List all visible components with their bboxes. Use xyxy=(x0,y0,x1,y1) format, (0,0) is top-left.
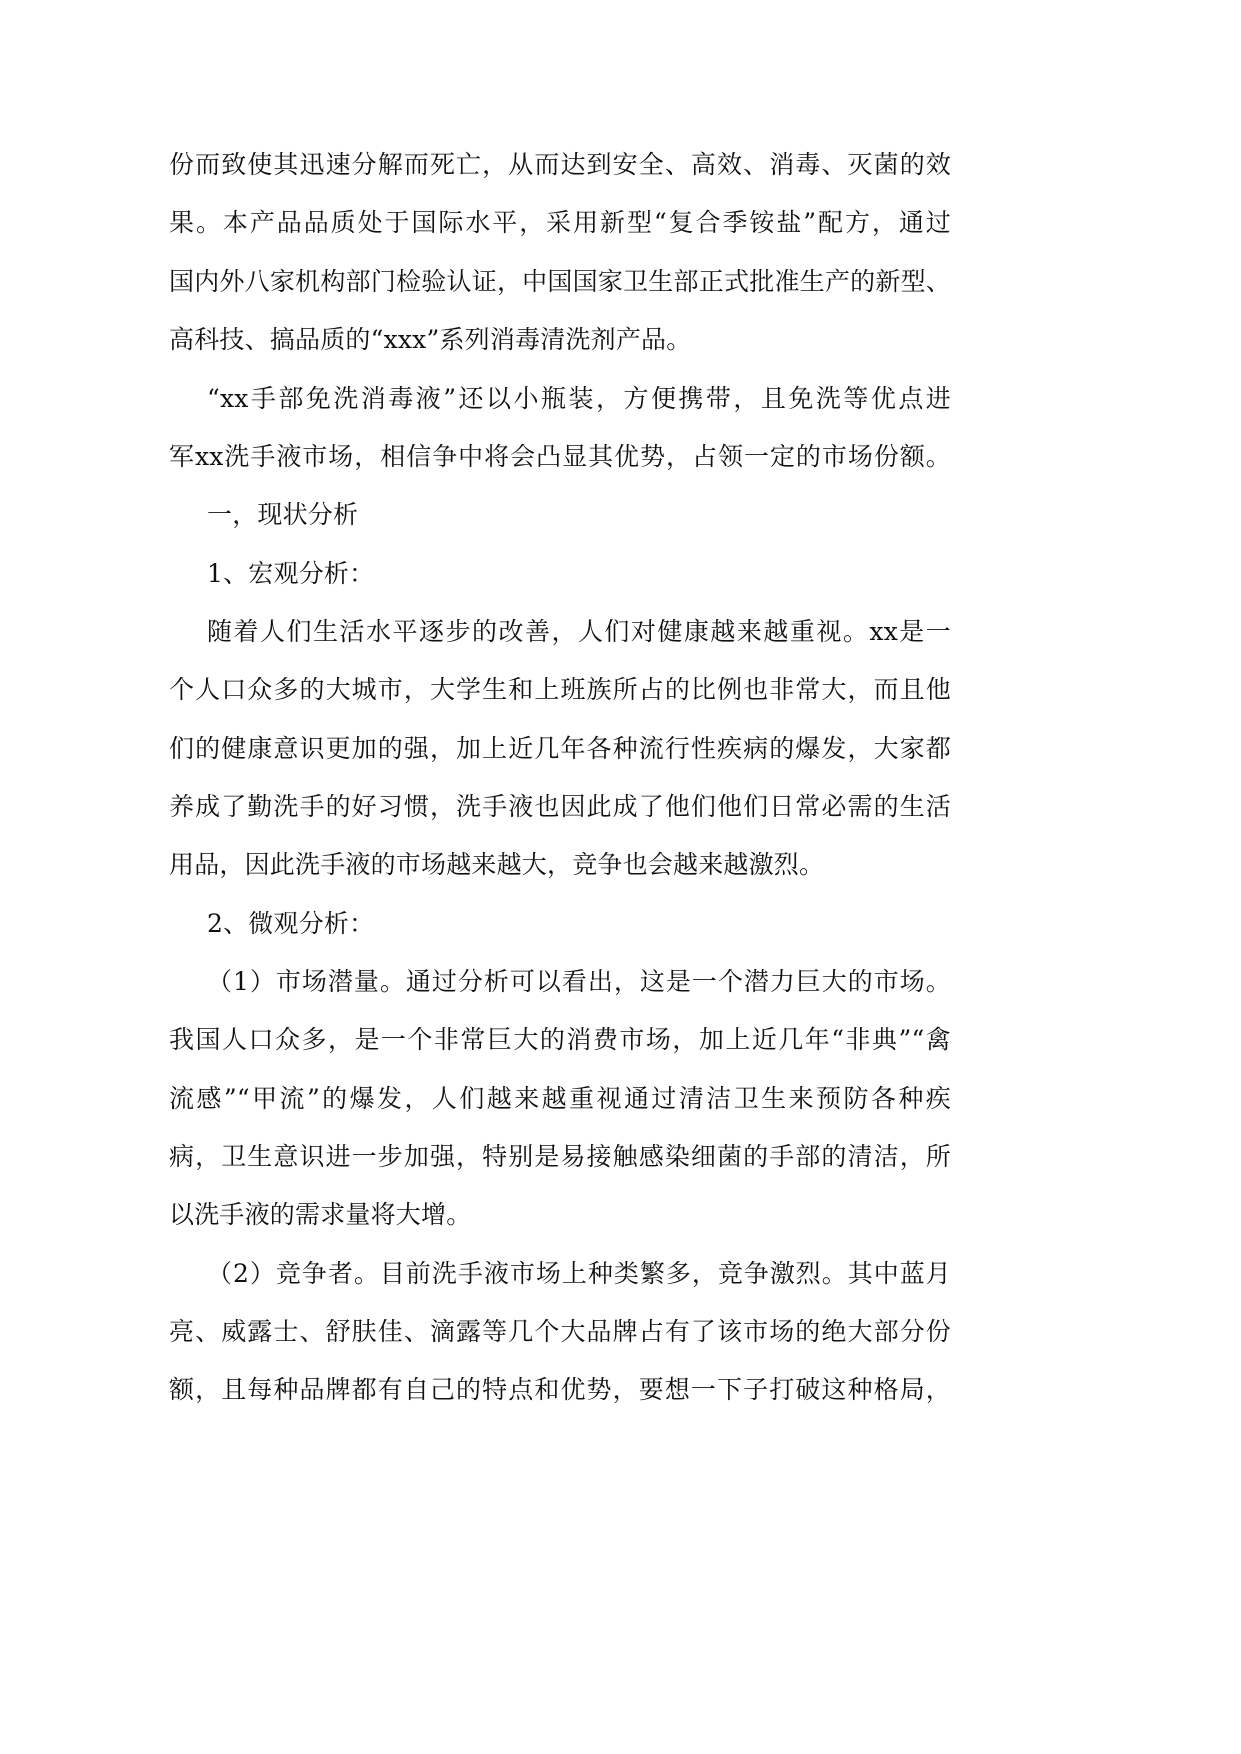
text-line-21: 亮、威露士、舒肤佳、滴露等几个大品牌占有了该市场的绝大部分份 xyxy=(169,1317,951,1346)
text-line-11: 们的健康意识更加的强，加上近几年各种流行性疾病的爆发，大家都 xyxy=(169,734,951,763)
text-line-16: 我国人口众多，是一个非常巨大的消费市场，加上近几年“非典”“禽 xyxy=(169,1025,951,1054)
text-line-5: “xx手部免洗消毒液”还以小瓶装，方便携带，且免洗等优点进 xyxy=(207,384,951,413)
text-line-17: 流感”“甲流”的爆发，人们越来越重视通过清洁卫生来预防各种疾 xyxy=(169,1084,951,1113)
text-line-4: 高科技、搞品质的“xxx”系列消毒清洗剂产品。 xyxy=(169,325,692,354)
subsection-heading-2: 2、微观分析： xyxy=(207,909,375,938)
text-line-20: （2）竞争者。目前洗手液市场上种类繁多，竞争激烈。其中蓝月 xyxy=(207,1259,951,1288)
text-line-9: 随着人们生活水平逐步的改善，人们对健康越来越重视。xx是一 xyxy=(207,617,951,646)
text-line-18: 病，卫生意识进一步加强，特别是易接触感染细菌的手部的清洁，所 xyxy=(169,1142,951,1171)
subsection-heading-1: 1、宏观分析： xyxy=(207,559,375,588)
text-line-3: 国内外八家机构部门检验认证，中国国家卫生部正式批准生产的新型、 xyxy=(169,267,951,296)
text-line-1: 份而致使其迅速分解而死亡，从而达到安全、高效、消毒、灭菌的效 xyxy=(169,150,951,179)
text-line-10: 个人口众多的大城市，大学生和上班族所占的比例也非常大，而且他 xyxy=(169,675,951,704)
text-line-2: 果。本产品品质处于国际水平，采用新型“复合季铵盐”配方，通过 xyxy=(169,208,951,237)
text-line-19: 以洗手液的需求量将大增。 xyxy=(169,1200,472,1229)
section-heading: 一，现状分析 xyxy=(207,500,359,529)
text-line-15: （1）市场潜量。通过分析可以看出，这是一个潜力巨大的市场。 xyxy=(207,967,951,996)
text-line-12: 养成了勤洗手的好习惯，洗手液也因此成了他们他们日常必需的生活 xyxy=(169,792,951,821)
text-line-13: 用品，因此洗手液的市场越来越大，竞争也会越来越激烈。 xyxy=(169,850,825,879)
text-line-6: 军xx洗手液市场，相信争中将会凸显其优势，占领一定的市场份额。 xyxy=(169,442,951,471)
text-line-22: 额，且每种品牌都有自己的特点和优势，要想一下子打破这种格局， xyxy=(169,1375,951,1404)
